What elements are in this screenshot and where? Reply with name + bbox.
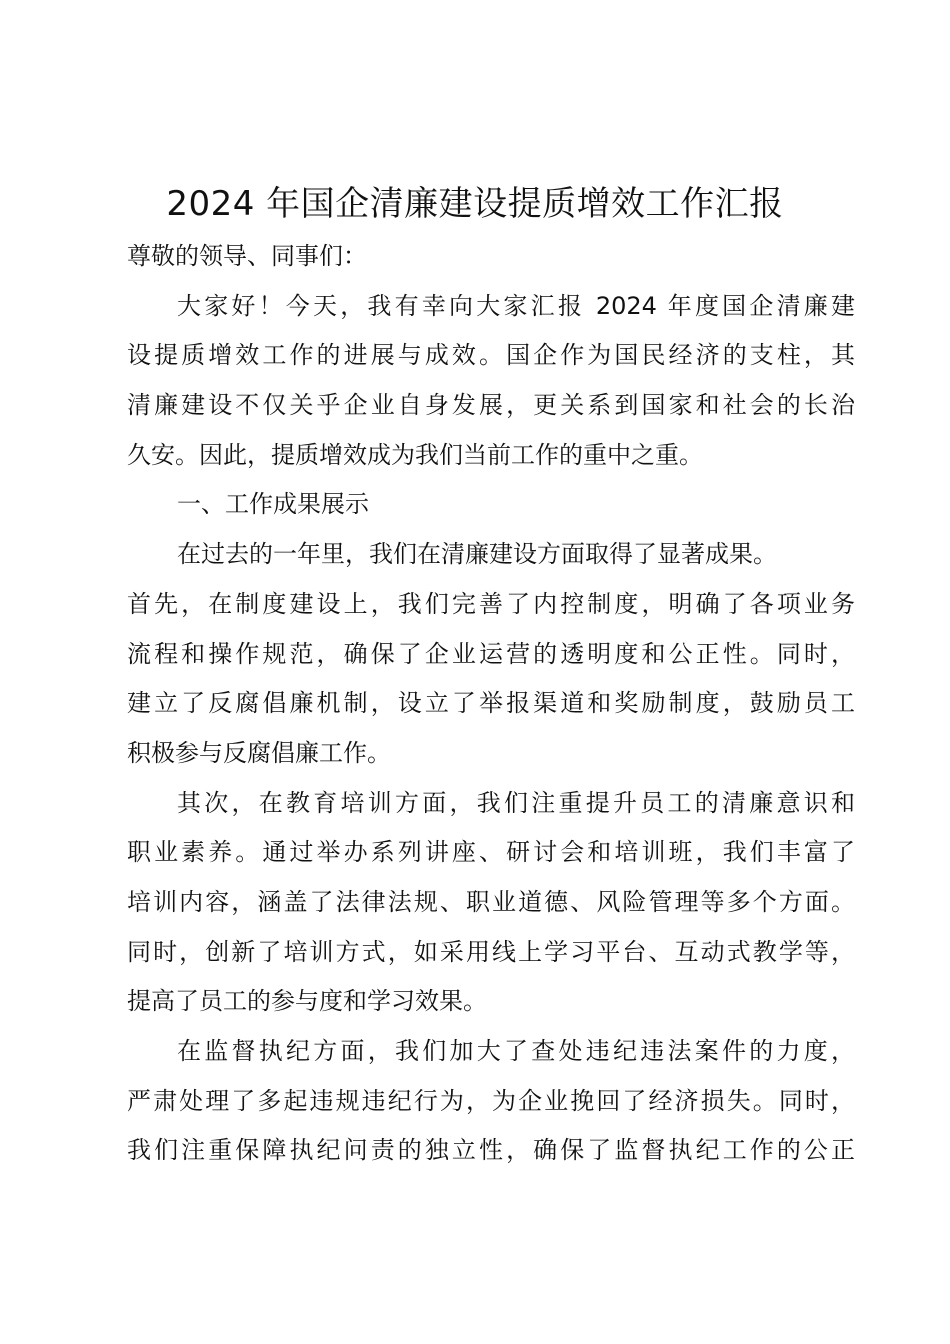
text-line: 流程和操作规范，确保了企业运营的透明度和公正性。同时， [127,639,855,668]
text-line: 建立了反腐倡廉机制，设立了举报渠道和奖励制度，鼓励员工 [127,689,855,718]
text-line: 尊敬的领导、同事们： [127,242,367,270]
text-line: 一、工作成果展示 [177,490,369,519]
text-line: 提高了员工的参与度和学习效果。 [127,987,487,1016]
text-line: 积极参与反腐倡廉工作。 [127,738,391,767]
text-line: 大家好！今天，我有幸向大家汇报 2024 年度国企清廉建 [177,291,855,320]
text-line: 严肃处理了多起违规违纪行为，为企业挽回了经济损失。同时， [127,1086,855,1115]
document-body [127,232,855,1176]
text-line: 设提质增效工作的进展与成效。国企作为国民经济的支柱，其 [127,341,855,370]
text-line: 清廉建设不仅关乎企业自身发展，更关系到国家和社会的长治 [127,391,855,420]
text-line: 培训内容，涵盖了法律法规、职业道德、风险管理等多个方面。 [127,887,855,916]
document-title: 2024 年国企清廉建设提质增效工作汇报 [166,184,784,224]
text-line: 久安。因此，提质增效成为我们当前工作的重中之重。 [127,440,703,469]
text-line: 职业素养。通过举办系列讲座、研讨会和培训班，我们丰富了 [127,838,855,867]
text-line: 我们注重保障执纪问责的独立性，确保了监督执纪工作的公正 [127,1136,855,1165]
text-line: 其次，在教育培训方面，我们注重提升员工的清廉意识和 [177,788,855,817]
text-line: 在监督执纪方面，我们加大了查处违纪违法案件的力度， [177,1037,855,1065]
text-line: 同时，创新了培训方式，如采用线上学习平台、互动式教学等， [127,937,855,966]
text-line: 首先，在制度建设上，我们完善了内控制度，明确了各项业务 [127,589,855,618]
text-line: 在过去的一年里，我们在清廉建设方面取得了显著成果。 [177,540,777,569]
